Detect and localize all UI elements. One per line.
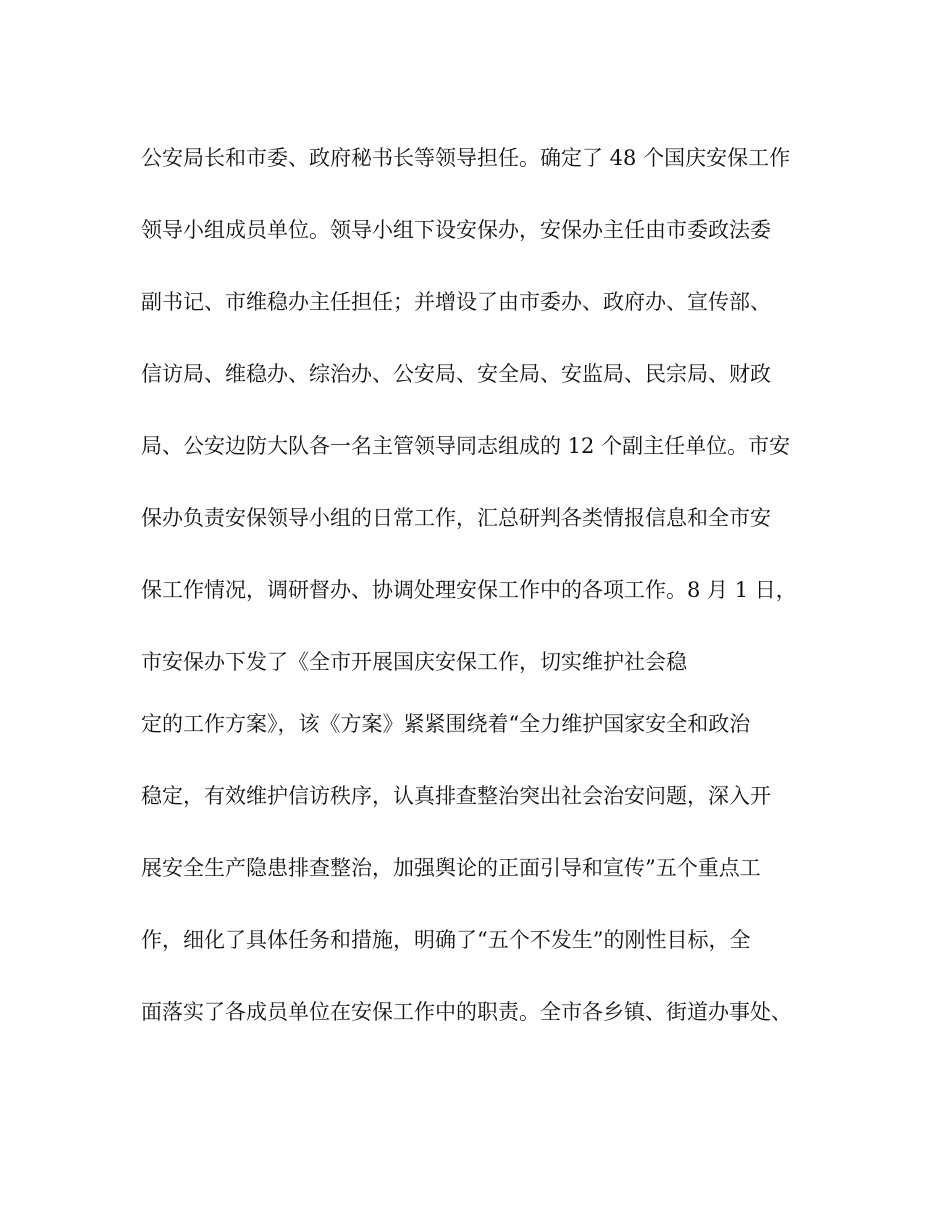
text-line: 展安全生产隐患排查整治，加强舆论的正面引导和宣传”五个重点工: [141, 856, 761, 880]
text-line: 作，细化了具体任务和措施，明确了“五个不发生”的刚性目标，全: [141, 928, 751, 952]
text-line: 稳定，有效维护信访秩序，认真排查整治突出社会治安问题，深入开: [141, 784, 771, 808]
text-line: 保工作情况，调研督办、协调处理安保工作中的各项工作。8 月 1 日，: [141, 578, 797, 602]
text-line: 领导小组成员单位。领导小组下设安保办，安保办主任由市委政法委: [141, 218, 771, 242]
text-line: 定的工作方案》，该《方案》紧紧围绕着“全力维护国家安全和政治: [141, 712, 751, 736]
text-line: 面落实了各成员单位在安保工作中的职责。全市各乡镇、街道办事处、: [141, 1000, 792, 1024]
text-line: 保办负责安保领导小组的日常工作，汇总研判各类情报信息和全市安: [141, 506, 771, 530]
text-line: 市安保办下发了《全市开展国庆安保工作，切实维护社会稳: [141, 650, 687, 674]
text-line: 局、公安边防大队各一名主管领导同志组成的 12 个副主任单位。市安: [141, 434, 791, 458]
text-line: 公安局长和市委、政府秘书长等领导担任。确定了 48 个国庆安保工作: [141, 146, 791, 170]
text-line: 副书记、市维稳办主任担任；并增设了由市委办、政府办、宣传部、: [141, 290, 771, 314]
text-line: 信访局、维稳办、综治办、公安局、安全局、安监局、民宗局、财政: [141, 362, 771, 386]
